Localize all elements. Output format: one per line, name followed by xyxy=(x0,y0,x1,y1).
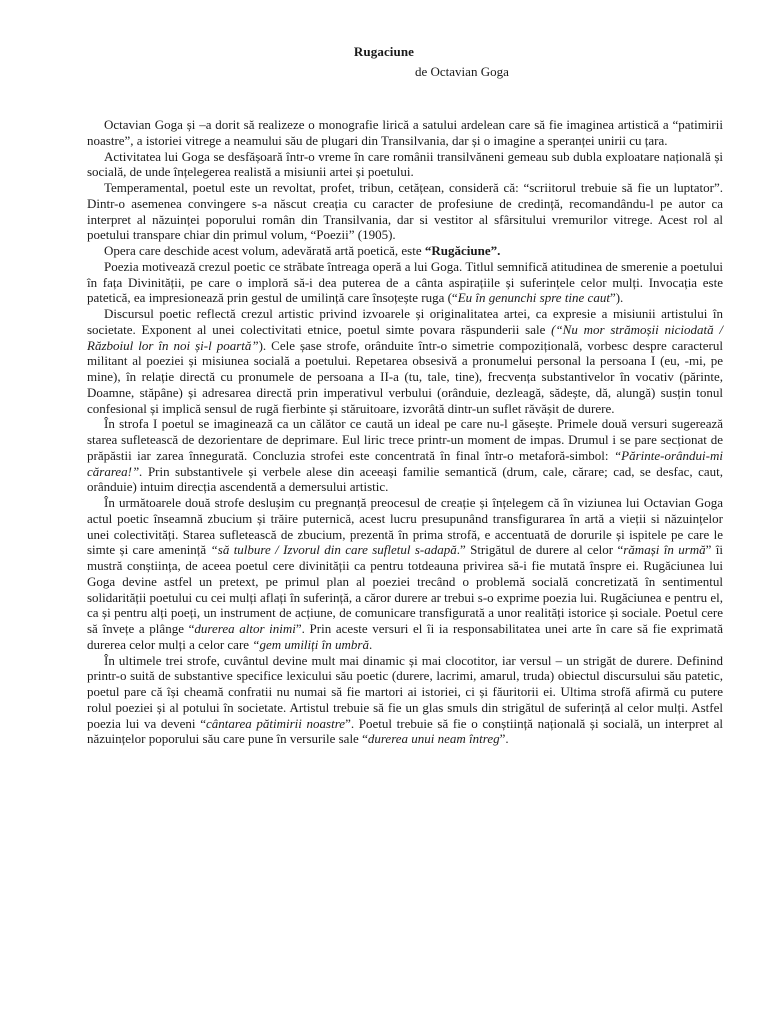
paragraph-text: Prin substantivele și verbele alese din aceeași familie semantică (drum, cale, cărare; cad, se desfac, caut, orânduie) intuim direcția ascendentă a demersului artistic. xyxy=(87,463,723,495)
italic-quote: durerea altor inimi xyxy=(194,621,296,636)
essay-body xyxy=(87,117,723,747)
document-title: Rugaciune xyxy=(353,44,415,59)
paragraph-text: Poezia motivează crezul poetic ce străbate întreaga operă a lui Goga. Titlul semnifică atitudinea de smerenie a poetului în fața Divinității, pe care o imploră să-i dea puterea de a cânta aspirațiile și suferințele celor mulți. Invocația este patetică, ea impresionează prin gestul de umilință care însoțește ruga (“ xyxy=(87,258,723,306)
paragraph-text: În următoarele două strofe deslușim cu pregnanță preocesul de creație și înțelegem că în viziunea lui Octavian Goga actul poetic înseamnă zbucium și trăire puternică, acest lucru presupunând transfigurarea în artă a vieții si năzuințelor unei colectivități. Starea sufletească de zbucium, prezentă în prima strofă, e accentuată de dorurile și ispitele pe care le simte și care amenință xyxy=(87,495,723,558)
paragraph xyxy=(87,149,723,181)
italic-quote: Eu în genunchi spre tine caut xyxy=(457,290,610,306)
paragraph-text: . xyxy=(368,636,373,652)
paragraph-text: ” îi mustră conștiința, de aceea poetul cere divinității ca pentru totdeauna privirea să-i fie mutată înspre ei. Rugăciunea lui Goga devine astfel un pretext, pe primul plan al poeziei trecând o problemă socială concretizată în sentimentul solidarității poetului cu cei mulți aflați în suferință, a căror durere ar trebui s-o exprime poezia lui. Rugăciunea e pentru el, ca și pentru alți poeți, un instrument de acțiune, de comunicare transfigurată a unor realități istorice și sociale. Poetul cere să învețe a plânge “ xyxy=(87,542,723,636)
italic-quote: “să tulbure / Izvorul din care sufletul s-adapă xyxy=(210,542,457,558)
paragraph xyxy=(87,259,723,306)
italic-quote: (“Nu mor strămoșii niciodată / Războiul lor în noi și-l poartă” xyxy=(87,321,723,353)
italic-quote: durerea unui neam întreg xyxy=(367,731,500,747)
italic-quote: rămași în urmă xyxy=(623,542,706,558)
bold-title-ref: “Rugăciune”. xyxy=(424,243,501,258)
paragraph-text: ”. Prin aceste versuri el îi ia responsabilitatea unei arte în care să fie exprimată durerea celor mulți a celor care xyxy=(87,621,723,652)
author-line: de Octavian Goga xyxy=(415,64,509,79)
paragraph xyxy=(87,306,723,416)
paragraph xyxy=(87,495,723,653)
paragraph xyxy=(87,117,723,149)
paragraph-text: Temperamental, poetul este un revoltat, profet, tribun, cetățean, consideră că: “scriitorul trebuie să fie un luptator”. Dintr-o asemenea convingere s-a născut creația cu caracter de profesiune de credință, recomandându-l pe autor ca interpret al năzuinței poporului român din Transilvania, dar si vestitor al sfârsitului vremurilor vitrege. Acest rol al poetului transpare chiar din primul volum, “Poezii” (1905). xyxy=(87,180,723,243)
italic-quote: “Părinte-orânduі-mi cărarea!”. xyxy=(87,447,723,479)
paragraph-text: Activitatea lui Goga se desfășoară într-o vreme în care românii transilvăneni gemeau sub dubla exploatare națională și socială, de unde înțelegerea realistă a misiunii artei și poetului. xyxy=(87,148,723,180)
paragraph xyxy=(87,416,723,495)
paragraph-text: În ultimele trei strofe, cuvântul devine mult mai dinamic și mai clocotitor, iar versul – un strigăt de durere. Definind printr-o suită de substantive specifice lexicului său poetic (durere, lacrimi, amarul, truda) obiectul discursului său patetic, poetul pare că își cheamă confratii nu numai să fie martori ai istoriei, ci și făuritorii ei. Ultima strofă afirmă cu putere rolul poeziei și al potului în societate. Artistul trebuie să fie un glas smuls din strigătul de suferință al celor mulți. Astfel poezia lui va deveni “ xyxy=(87,652,723,731)
paragraph-text: ). Cele șase strofe, orânduite într-o simetrie compozițională, vorbesc despre caracterul militant al poeziei și misiunea socială a poetului. Repetarea obsesivă a pronumelui personal la persoana I (eu, -mi, pe mine), în relație directă cu pronumele de persoana a II-a (tu, tale, tine), frecvența substantivelor în vocativ (părinte, Doamne, stăpâne) și adresarea directă prin imperativul verbului (orânduie, dezleagă, sădește, dă, alungă) susțin tonul confesional și implică sensul de rugă fierbinte și stăruitoare, izvorâtă dintr-un suflet răvășit de durere. xyxy=(87,337,723,416)
italic-quote: “gem umiliți în umbră xyxy=(252,636,369,652)
paragraph-text: Discursul poetic reflectă crezul artistic privind izvoarele și originalitatea artei, ca expresie a misiunii artistului în societate. Exponent al unei colectivitati etnice, poetul simte povara răspunderii sale xyxy=(87,306,723,337)
paragraph-text: În strofa I poetul se imaginează ca un călător ce caută un ideal pe care nu-l găsește. Primele două versuri sugerează starea sufletească de dezorientare de deprimare. Eul liric trece printr-un moment de impas. Drumul i se pare secționat de prăpăstii iar zarea înnegurată. Concluzia strofei este concentrată în final într-o metaforă-simbol: xyxy=(87,416,723,463)
paragraph-text: Opera care deschide acest volum, adevărată artă poetică, este xyxy=(104,243,425,258)
paragraph-text: Octavian Goga și –a dorit să realizeze o monografie lirică a satului ardelean care să fie imaginea artistică a “patimirii noastre”, a istoriei vitrege a neamului său de plugari din Transilvania, dar și o imagine a speranței unirii cu țara. xyxy=(87,117,723,148)
paragraph xyxy=(87,653,723,748)
paragraph-text: ”. xyxy=(499,731,509,747)
paragraph xyxy=(87,180,723,243)
paragraph-text: ”. Poetul trebuie să fie o conștiință națională și socială, un interpret al năzuințelor poporului său care pune în versurile sale “ xyxy=(87,715,723,747)
paragraph-text: .” Strigătul de durere al celor “ xyxy=(456,542,624,558)
paragraph xyxy=(87,243,723,259)
italic-quote: cântarea pătimirii noastre xyxy=(205,715,346,731)
paragraph-text: ”). xyxy=(609,290,624,306)
